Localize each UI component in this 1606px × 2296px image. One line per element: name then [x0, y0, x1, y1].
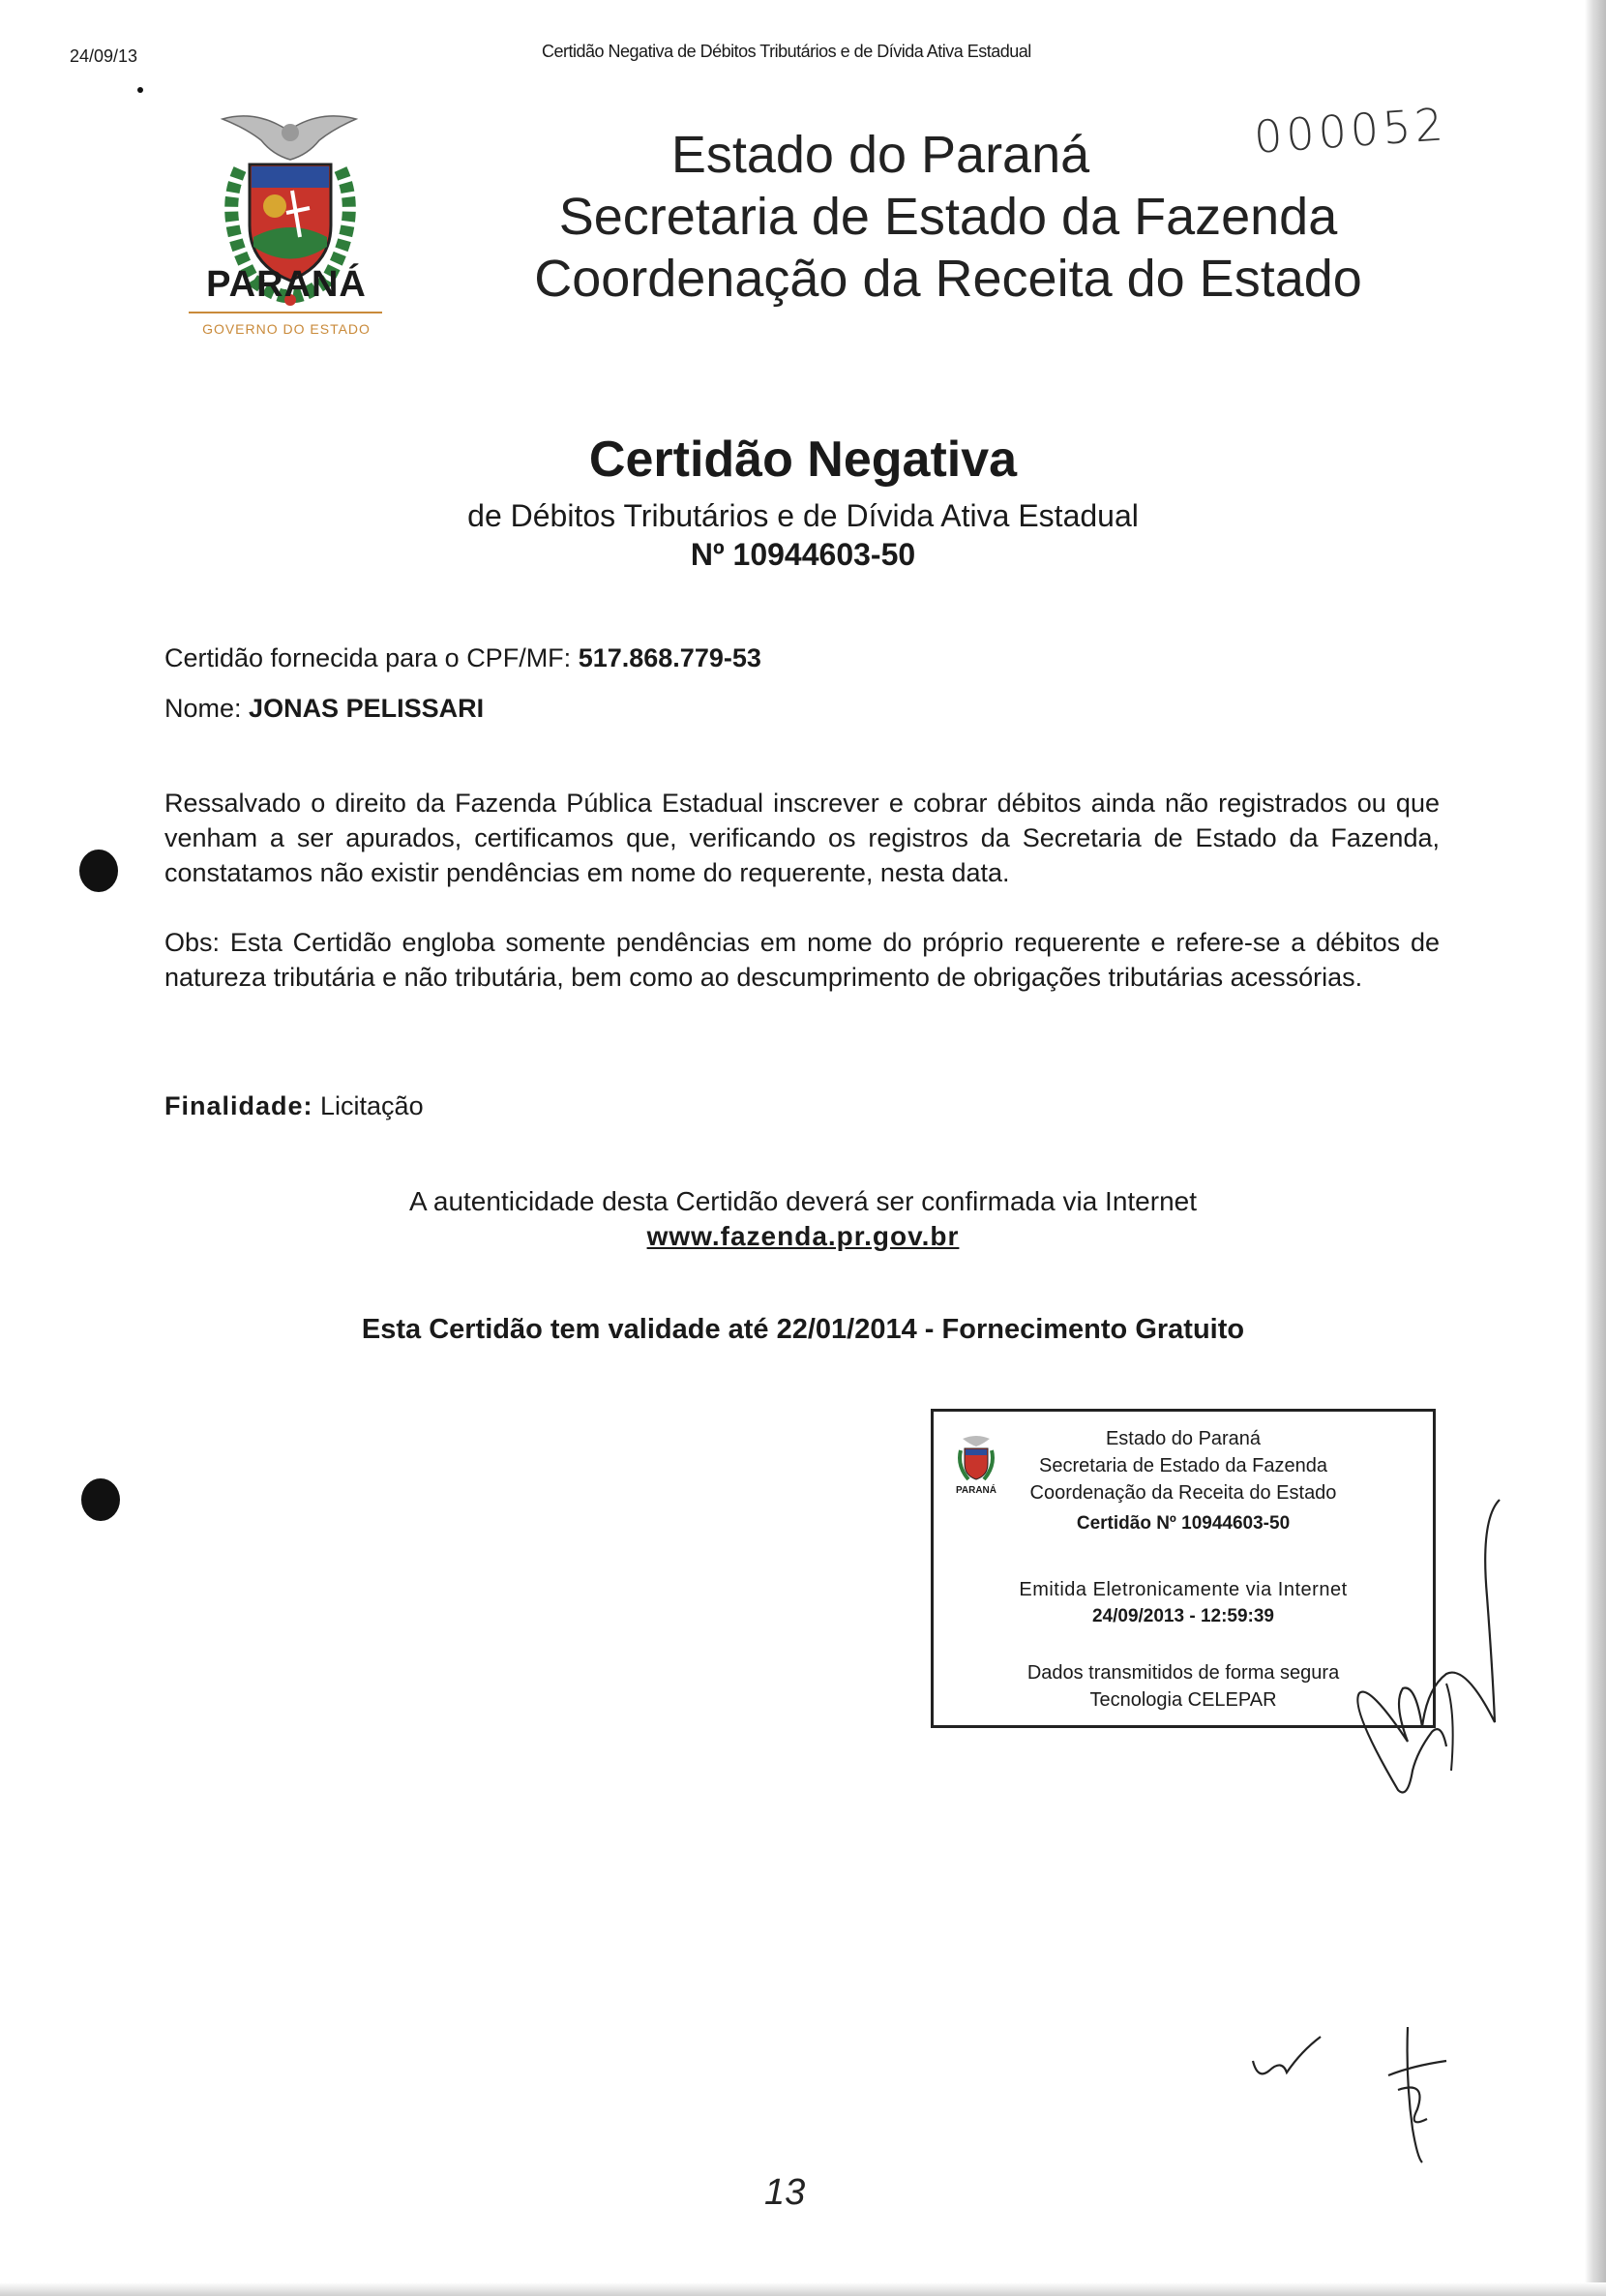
header-secretariat: Secretaria de Estado da Fazenda — [558, 188, 1338, 246]
purpose-line — [164, 1091, 424, 1121]
purpose-label: Finalidade: — [164, 1091, 313, 1120]
stamp-number: 000052 — [1252, 98, 1449, 164]
body-paragraph-1: Ressalvado o direito da Fazenda Pública Estadual inscrever e cobrar débitos ainda não registrados ou que venham a ser apurados, certificamos que, verificando os registros da Secretaria de Estado da Fazenda, constatamos não existir pendências em nome do requerente, nesta data. — [164, 789, 1440, 887]
authenticity-url-link[interactable]: www.fazenda.pr.gov.br — [646, 1221, 960, 1251]
cpf-line — [164, 643, 761, 673]
name-line — [164, 694, 484, 724]
header-coordination: Coordenação da Receita do Estado — [534, 250, 1362, 308]
scan-edge-right — [1585, 0, 1606, 2296]
seal-issued-datetime: 24/09/2013 - 12:59:39 — [1091, 1606, 1275, 1626]
print-title: Certidão Negativa de Débitos Tributários e de Dívida Ativa Estadual — [542, 42, 1031, 61]
name-value: JONAS PELISSARI — [249, 694, 485, 723]
logo-subtitle: GOVERNO DO ESTADO — [202, 321, 371, 337]
seal-cert-number: Certidão Nº 10944603-50 — [1076, 1513, 1291, 1534]
authenticity-url-wrap — [0, 1221, 1606, 1252]
authenticity-text: A autenticidade desta Certidão deverá ser confirmada via Internet — [408, 1186, 1198, 1216]
seal-issued-label: Emitida Eletronicamente via Internet — [1019, 1579, 1348, 1600]
logo-rule — [189, 312, 382, 313]
certificate-subtitle: de Débitos Tributários e de Dívida Ativa Estadual — [467, 498, 1139, 533]
header-state: Estado do Paraná — [670, 126, 1090, 184]
seal-transmission: Dados transmitidos de forma segura — [1026, 1662, 1340, 1684]
punch-hole-1 — [79, 850, 118, 892]
cpf-label: Certidão fornecida para o CPF/MF: — [164, 643, 572, 672]
seal-logo-name: PARANÁ — [955, 1485, 997, 1496]
print-date: 24/09/13 — [70, 46, 138, 66]
body-paragraph-2: Obs: Esta Certidão engloba somente pendências em nome do próprio requerente e refere-se a débitos de natureza tributária e não tributária, bem como ao descumprimento de obrigações tributárias acessórias. — [164, 928, 1440, 992]
seal-state: Estado do Paraná — [1105, 1428, 1262, 1449]
certificate-number: Nº 10944603-50 — [690, 537, 916, 572]
handwritten-signature — [1311, 1480, 1514, 1809]
page-number: 13 — [764, 2172, 806, 2213]
logo-name: PARANÁ — [206, 264, 367, 305]
punch-hole-2 — [81, 1478, 120, 1521]
cpf-value: 517.868.779-53 — [578, 643, 761, 672]
initials-mark-2 — [1379, 2022, 1456, 2167]
name-label: Nome: — [164, 694, 242, 723]
scan-edge-bottom — [0, 2282, 1606, 2296]
seal-secretariat: Secretaria de Estado da Fazenda — [1039, 1455, 1327, 1476]
parana-crest-logo — [164, 102, 416, 353]
certificate-title: Certidão Negativa — [588, 432, 1018, 488]
seal-technology: Tecnologia CELEPAR — [1089, 1689, 1277, 1711]
initials-mark-1 — [1248, 2032, 1325, 2090]
purpose-value: Licitação — [320, 1091, 424, 1120]
seal-coordination: Coordenação da Receita do Estado — [1029, 1482, 1337, 1504]
punch-hole-top — [137, 87, 143, 93]
validity-statement: Esta Certidão tem validade até 22/01/2014 - Fornecimento Gratuito — [361, 1314, 1245, 1345]
